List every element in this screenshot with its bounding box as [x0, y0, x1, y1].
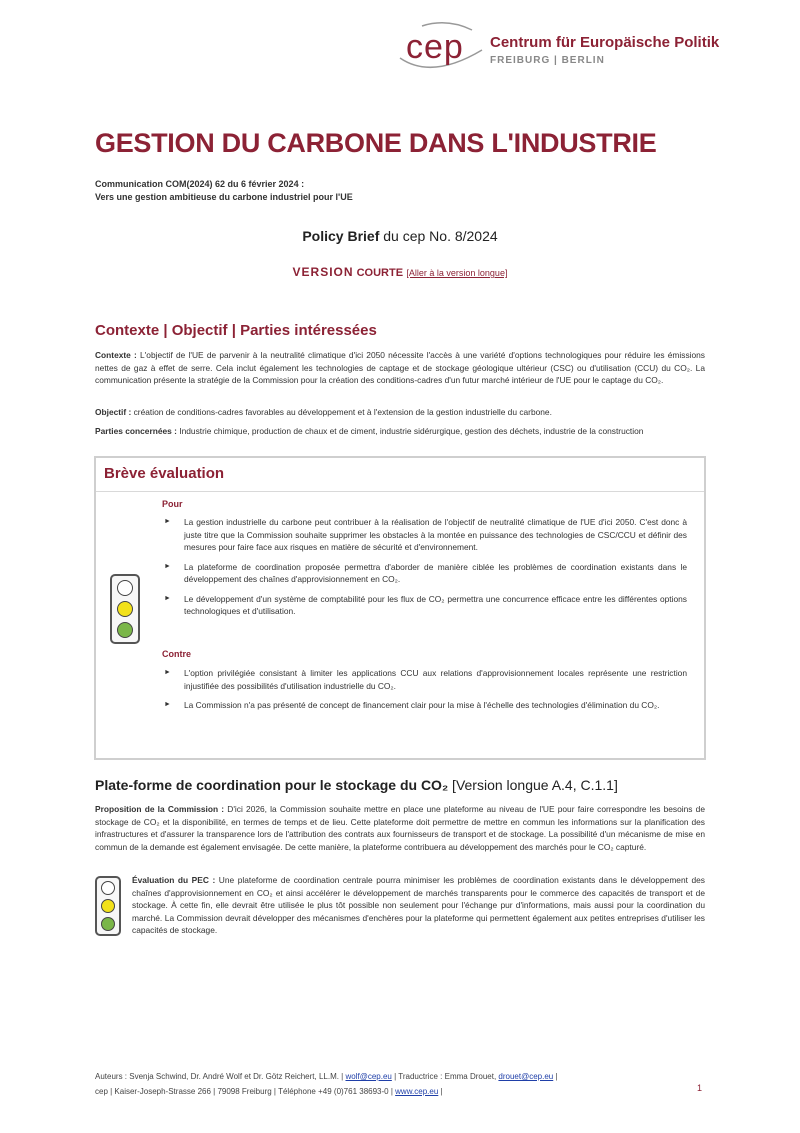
evaluation-pec-text: Une plateforme de coordination centrale pourra minimiser les problèmes de coordination existants dans le développement des chaînes d'approvisionnement en CO₂ et ainsi accélérer le développement de marchés transparents pour le commerce des capacités de transport et de stockage. À cette fin, elle devrait être utilisée le plus tôt possible non seulement pour l'échange pur d'informations, mais aussi pour la coordination du marché. La Commission devrait développer des mécanismes d'enchères pour la plateforme qui permettent également aux petites entreprises d'utiliser les capacités de stockage.	[132, 875, 705, 935]
bullet-triangle-icon: ►	[164, 701, 171, 708]
section-platform-heading	[95, 777, 618, 793]
contexte-label: Contexte :	[95, 350, 137, 360]
evaluation-box	[94, 456, 706, 760]
lamp-yellow-on	[101, 899, 115, 913]
pour-list	[162, 516, 687, 625]
proposition-paragraph	[95, 803, 705, 853]
footer-authors: Auteurs : Svenja Schwind, Dr. André Wolf et Dr. Götz Reichert, LL.M. |	[95, 1072, 346, 1081]
evaluation-pec-paragraph	[132, 874, 705, 937]
document-title: GESTION DU CARBONE DANS L'INDUSTRIE	[95, 128, 657, 158]
policy-brief-label: Policy Brief	[302, 228, 380, 244]
pour-item-text: La gestion industrielle du carbone peut contribuer à la réalisation de l'objectif de neutralité climatique de l'UE d'ici 2050. C'est donc à juste titre que la Commission souhaite supprimer les obstacles à la montée en puissance des technologies de CSC/CCU et définir des mesures pour faire face aux risques en matière de sécurité et d'environnement.	[184, 517, 687, 552]
lamp-green-on	[101, 917, 115, 931]
objectif-text: création de conditions-cadres favorables au développement et à l'extension de la gestion industrielle du carbone.	[131, 407, 552, 417]
email-link-drouet[interactable]: drouet@cep.eu	[498, 1072, 554, 1081]
objectif-paragraph	[95, 406, 705, 419]
footer-translator: | Traductrice : Emma Drouet,	[391, 1072, 499, 1081]
lamp-yellow-on	[117, 601, 133, 617]
footer-separator: |	[438, 1087, 443, 1096]
subtitle-line-1: Communication COM(2024) 62 du 6 février 2024 :	[95, 179, 305, 189]
pour-item-text: Le développement d'un système de comptabilité pour les flux de CO₂ permettra une concurrence efficace entre les différentes options technologiques et d'utilisation.	[184, 593, 687, 616]
parties-label: Parties concernées :	[95, 426, 177, 436]
document-subtitle	[95, 178, 353, 204]
contre-item-text: L'option privilégiée consistant à limiter les applications CCU aux relations d'approvisionnement locales représente une restriction injustifiée des possibilités d'utilisation industrielle du CO₂.	[184, 668, 687, 691]
pour-heading: Pour	[162, 499, 183, 509]
org-cities: FREIBURG | BERLIN	[490, 55, 605, 66]
lamp-red-off	[117, 580, 133, 596]
bullet-triangle-icon: ►	[164, 669, 171, 676]
lamp-green-on	[117, 622, 133, 638]
traffic-light-icon	[95, 876, 121, 936]
objectif-label: Objectif :	[95, 407, 132, 417]
footer-separator: |	[553, 1072, 558, 1081]
section-context-heading: Contexte | Objectif | Parties intéressées	[95, 322, 377, 339]
subtitle-line-2: Vers une gestion ambitieuse du carbone industriel pour l'UE	[95, 192, 353, 202]
footer	[95, 1069, 558, 1099]
footer-authors-line	[95, 1069, 558, 1084]
page-number: 1	[697, 1083, 703, 1093]
proposition-text: D'ici 2026, la Commission souhaite mettre en place une plateforme au niveau de l'UE pour faire correspondre les besoins de stockage de CO₂ et la disponibilité, en termes de temps et de lieu. Cette plateforme doit permettre de mettre en commun les informations sur la planification des infrastructures et d'assurer la transparence lors de l'attribution des contrats aux fournisseurs de transport et de stockage. La possibilité d'un mécanisme de mise en commun de la demande est également envisagée. De cette manière, la plateforme contribuera au développement des marchés pour le CO₂ capturé.	[95, 804, 705, 852]
website-link[interactable]: www.cep.eu	[395, 1087, 439, 1096]
contexte-paragraph	[95, 349, 705, 387]
version-label: VERSION	[292, 265, 354, 279]
version-line	[0, 265, 800, 279]
pour-item	[162, 516, 687, 554]
contexte-text: L'objectif de l'UE de parvenir à la neutralité climatique d'ici 2050 nécessite l'accès à une variété d'options technologiques pour réduire les émissions nettes de gaz à effet de serre. Cela inclut également les technologies de captage et de stockage géologique ultérieur (CSC) ou d'utilisation (CCU) du CO₂. La communication présente la stratégie de la Commission pour la création des conditions-cadres d'un futur marché intérieur de l'UE pour le captage du CO₂.	[95, 350, 705, 385]
contre-item	[162, 699, 687, 712]
email-link-wolf[interactable]: wolf@cep.eu	[345, 1072, 392, 1081]
evaluation-title: Brève évaluation	[104, 465, 225, 482]
contre-list	[162, 667, 687, 719]
cep-logo	[392, 20, 722, 75]
contre-item-text: La Commission n'a pas présenté de concept de financement clair pour la mise à l'échelle des technologies d'élimination du CO₂.	[184, 700, 660, 710]
evaluation-pec-label: Évaluation du PEC :	[132, 875, 216, 885]
long-version-link[interactable]: [Aller à la version longue]	[406, 268, 508, 278]
pour-item	[162, 561, 687, 586]
platform-heading-text: Plate-forme de coordination pour le stockage du CO₂	[95, 777, 449, 793]
bullet-triangle-icon: ►	[164, 562, 171, 570]
proposition-label: Proposition de la Commission :	[95, 804, 225, 814]
policy-brief-number: du cep No. 8/2024	[379, 228, 498, 244]
parties-text: Industrie chimique, production de chaux et de ciment, industrie sidérurgique, gestion des déchets, industrie de la construction	[176, 426, 644, 436]
evaluation-divider	[96, 491, 704, 492]
contre-heading: Contre	[162, 649, 191, 659]
footer-address: cep | Kaiser-Joseph-Strasse 266 | 79098 Freiburg | Téléphone +49 (0)761 38693-0 |	[95, 1087, 396, 1096]
pour-item-text: La plateforme de coordination proposée permettra d'aborder de manière ciblée les problèmes de coordination existants dans le développement des chaînes d'approvisionnement en CO₂.	[184, 561, 687, 584]
pour-item	[162, 593, 687, 618]
contre-item	[162, 667, 687, 692]
org-name: Centrum für Europäische Politik	[490, 34, 720, 51]
policy-brief-line	[0, 228, 800, 244]
footer-address-line	[95, 1084, 558, 1099]
bullet-triangle-icon: ►	[164, 594, 171, 602]
traffic-light-icon	[110, 574, 140, 644]
lamp-red-off	[101, 881, 115, 895]
parties-paragraph	[95, 425, 705, 438]
platform-heading-ref: [Version longue A.4, C.1.1]	[448, 777, 618, 793]
version-short-label: COURTE	[353, 267, 404, 279]
bullet-triangle-icon: ►	[164, 518, 171, 525]
logo-cep-text: cep	[406, 28, 464, 66]
